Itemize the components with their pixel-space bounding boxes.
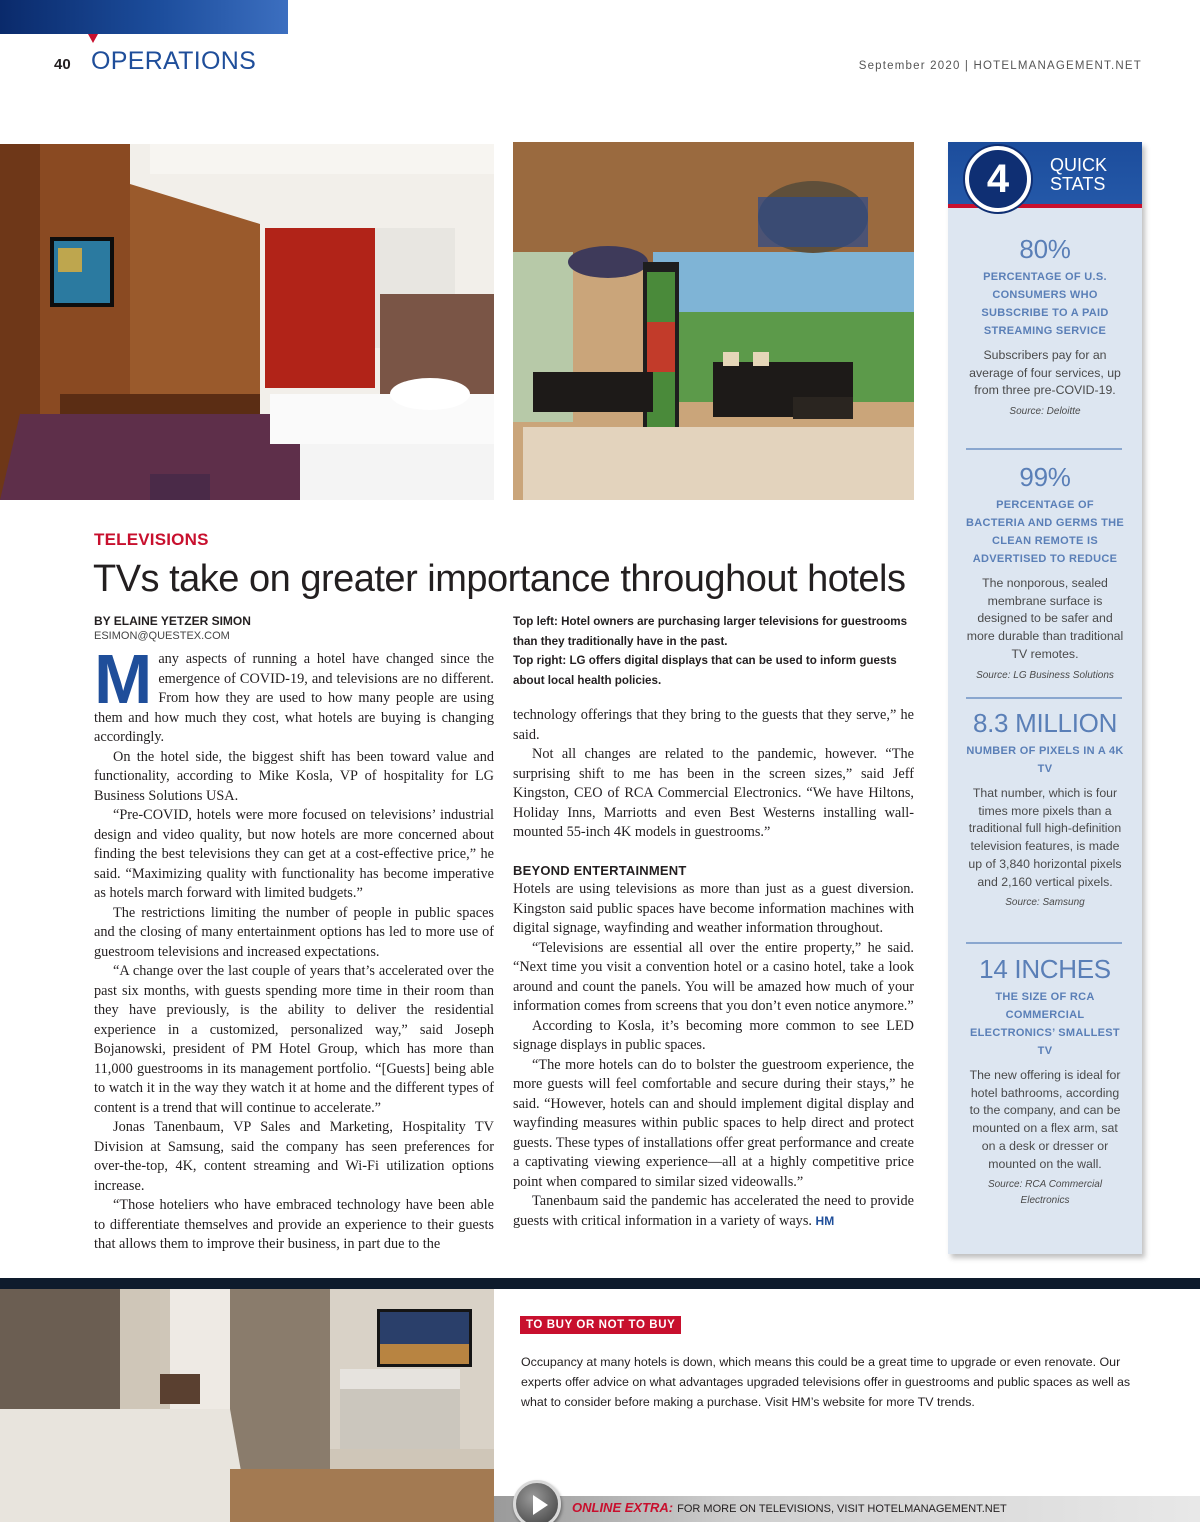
stat-description: The new offering is ideal for hotel bathrooms, according to the company, and can be mounted on a flex arm, sat on a desk or dresser or mounted on the wall. xyxy=(969,1068,1121,1171)
article-column-2 xyxy=(513,706,914,1231)
paragraph: According to Kosla, it’s becoming more common to see LED signage displays in public spaces. xyxy=(513,1017,914,1053)
issue-info: September 2020 | HOTELMANAGEMENT.NET xyxy=(858,60,1142,72)
badge-number: 4 xyxy=(986,157,1010,201)
paragraph: On the hotel side, the biggest shift has been toward value and functionality, according to Mike Kosla, VP of hospitality for LG Business Solutions USA. xyxy=(94,748,494,804)
guestroom-photo xyxy=(0,144,494,500)
stat-description: The nonporous, sealed membrane surface is designed to be safer and more durable than traditional TV remotes. xyxy=(966,576,1124,661)
online-extra-text: FOR MORE ON TELEVISIONS, VISIT HOTELMANAGEMENT.NET xyxy=(677,1503,1007,1515)
paragraph: technology offerings that they bring to the guests that they serve,” he said. xyxy=(513,707,914,743)
stat-value: 8.3 MILLION xyxy=(972,708,1118,738)
online-extra-label: ONLINE EXTRA: xyxy=(572,1500,674,1515)
stat-label: THE SIZE OF RCA COMMERCIAL ELECTRONICS’ SMALLEST TV xyxy=(970,991,1120,1057)
bottom-divider-bar xyxy=(0,1278,1200,1289)
stat-value: 14 INCHES xyxy=(979,954,1111,984)
buy-or-not-text: Occupancy at many hotels is down, which means this could be a great time to upgrade or even renovate. Our experts offer advice on what advantages upgraded televisions offer in guestrooms and public spaces as well as what to consider before making a purchase. Visit HM’s website for more TV trends. xyxy=(521,1355,1131,1409)
article-kicker: TELEVISIONS xyxy=(94,530,209,549)
online-extra-link[interactable] xyxy=(572,1500,1007,1515)
paragraph: Not all changes are related to the pandemic, however. “The surprising shift to me has been in the screen sizes,” said Jeff Kingston, CEO of RCA Commercial Electronics. “We have Hiltons, Holiday Inns, Marriotts and even Best Westerns installing wall-mounted 55-inch 4K models in guestrooms.” xyxy=(513,746,914,840)
drop-cap: M xyxy=(94,640,153,718)
stats-count-badge xyxy=(965,146,1031,212)
paragraph: The restrictions limiting the number of people in public spaces and the closing of many entertainment options has led to more use of guestroom televisions and increased expectations. xyxy=(94,904,494,960)
stat-label: PERCENTAGE OF U.S. CONSUMERS WHO SUBSCRIBE TO A PAID STREAMING SERVICE xyxy=(981,271,1109,337)
stat-divider xyxy=(966,448,1122,450)
buy-or-not-tag: TO BUY OR NOT TO BUY xyxy=(520,1316,681,1334)
stat-label: PERCENTAGE OF BACTERIA AND GERMS THE CLEAN REMOTE IS ADVERTISED TO REDUCE xyxy=(966,499,1124,565)
section-title: OPERATIONS xyxy=(91,47,257,75)
stat-description: That number, which is four times more pixels than a traditional full high-definition television features, is made up of 3,840 horizontal pixels and 2,160 vertical pixels. xyxy=(968,786,1122,889)
article-byline: BY ELAINE YETZER SIMON xyxy=(94,614,251,628)
paragraph: Hotels are using televisions as more than just as a guest diversion. Kingston said public spaces have become information machines with digital signage, wayfinding and weather information throughout. xyxy=(513,881,914,936)
lobby-photo xyxy=(513,142,914,500)
stat-source: Source: Deloitte xyxy=(1009,406,1081,418)
stat-divider xyxy=(966,697,1122,699)
stat-source: Source: RCA Commercial Electronics xyxy=(987,1179,1103,1207)
paragraph-last xyxy=(513,1192,914,1231)
quick-stats-title: QUICK STATS xyxy=(1050,155,1108,194)
paragraph: “Pre-COVID, hotels were more focused on televisions’ industrial design and video quality, but now hotels are more concerned about finding the best televisions they can get at a cost-effective price,” he said. “Maximizing quality with functionality has become imperative as hotels march forward with limited budgets.” xyxy=(94,807,494,901)
paragraph: “A change over the last couple of years that’s accelerated over the past six months, with guests spending more time in their room than they have previously, is the ability to deliver the residential experience in a customized, personalized way,” said Joseph Bojanowski, president of PM Hotel Group, which has more than 11,000 guestrooms in its management portfolio. “[Guests] being able to watch it in the way they watch it at home and the different types of content is a trend that will continue to accelerate.” xyxy=(94,963,494,1116)
article-column-1 xyxy=(94,640,494,1255)
caption-top-right: Top right: LG offers digital displays that can be used to inform guests about local health policies. xyxy=(513,654,897,687)
last-paragraph-text: Tanenbaum said the pandemic has accelerated the need to provide guests with critical information in a variety of ways. xyxy=(513,1193,914,1229)
end-mark: HM xyxy=(815,1213,835,1228)
header-notch xyxy=(88,34,98,43)
paragraph: any aspects of running a hotel have changed since the emergence of COVID-19, and televisions are no different. From how they are used to how many people are using them and how much they cost, what hotels are buying is changing accordingly. xyxy=(94,651,494,745)
paragraph: Jonas Tanenbaum, VP Sales and Marketing, Hospitality TV Division at Samsung, said the company has seen preferences for over-the-top, 4K, content streaming and Wi-Fi utilization options increase. xyxy=(94,1119,494,1194)
paragraph: “The more hotels can do to bolster the guestroom experience, the more guests will feel comfortable and secure during their stays,” he said. “However, hotels can and should implement digital display and wayfinding measures within public spaces to help direct and protect guests. These types of installations offer great performance and create a captivating viewing experience—all at a highly competitive price point when compared to similar sized videowalls.” xyxy=(513,1056,914,1190)
stat-item xyxy=(966,708,1124,911)
caption-top-left: Top left: Hotel owners are purchasing larger televisions for guestrooms than they traditionally have in the past. xyxy=(513,615,908,648)
stat-source: Source: Samsung xyxy=(1005,897,1085,909)
stat-label: NUMBER OF PIXELS IN A 4K TV xyxy=(966,745,1124,775)
stat-item xyxy=(966,234,1124,420)
author-email: ESIMON@QUESTEX.COM xyxy=(94,630,230,642)
stat-value: 99% xyxy=(1019,462,1071,492)
photo-captions xyxy=(513,612,913,690)
stat-source: Source: LG Business Solutions xyxy=(976,669,1114,681)
article-headline: TVs take on greater importance throughout hotels xyxy=(93,558,906,600)
paragraph: “Those hoteliers who have embraced technology have been able to differentiate themselves and provide an experience to their guests that allows them to improve their business, in part due to the xyxy=(94,1197,494,1252)
quick-stats-sidebar xyxy=(948,142,1142,1254)
stat-divider xyxy=(966,942,1122,944)
header-color-bar xyxy=(0,0,288,34)
page-number: 40 xyxy=(54,56,71,73)
bedroom-tv-photo xyxy=(0,1289,494,1522)
subhead: BEYOND ENTERTAINMENT xyxy=(513,862,687,878)
stat-description: Subscribers pay for an average of four services, up from three pre-COVID-19. xyxy=(969,348,1121,398)
paragraph: “Televisions are essential all over the entire property,” he said. “Next time you visit a convention hotel or a casino hotel, take a look around and count the panels. You will be amazed how much of your information comes from screens that you don’t even notice anymore.” xyxy=(513,939,914,1014)
stat-item xyxy=(966,954,1124,1209)
stat-value: 80% xyxy=(1019,234,1071,264)
stat-item xyxy=(966,462,1124,684)
play-icon[interactable] xyxy=(513,1480,561,1522)
